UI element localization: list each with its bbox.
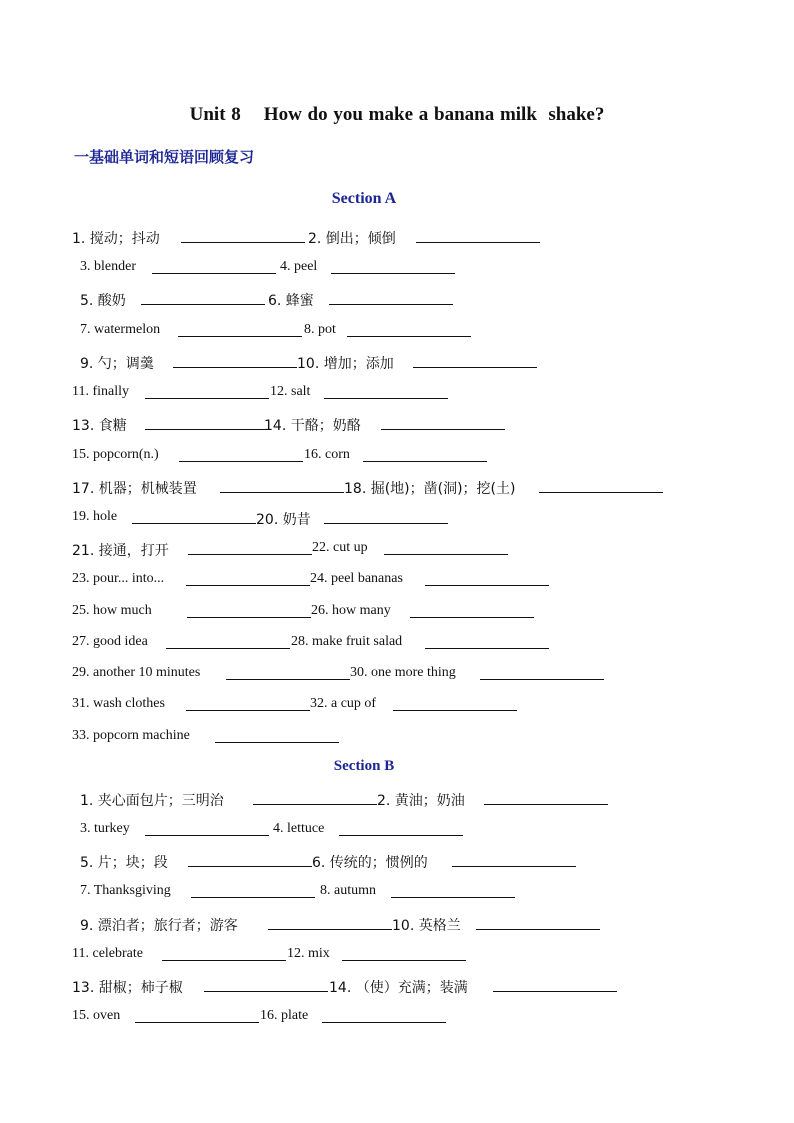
page-title: Unit 8 How do you make a banana milk shake? bbox=[189, 104, 605, 125]
vocab-row bbox=[0, 977, 794, 1001]
vocab-row bbox=[0, 821, 794, 845]
vocab-item: 3. blender bbox=[80, 259, 136, 274]
vocab-item: 31. wash clothes bbox=[72, 696, 165, 711]
vocab-item: 33. popcorn machine bbox=[72, 728, 190, 743]
answer-blank[interactable] bbox=[173, 367, 297, 368]
answer-blank[interactable] bbox=[181, 242, 305, 243]
vocab-item: 4. lettuce bbox=[273, 821, 325, 836]
answer-blank[interactable] bbox=[384, 554, 508, 555]
answer-blank[interactable] bbox=[166, 648, 290, 649]
vocab-row bbox=[0, 290, 794, 314]
answer-blank[interactable] bbox=[145, 835, 269, 836]
vocab-item: 15. popcorn(n.) bbox=[72, 447, 159, 462]
answer-blank[interactable] bbox=[493, 991, 617, 992]
answer-blank[interactable] bbox=[425, 648, 549, 649]
vocab-item: 21. 接通，打开 bbox=[72, 543, 169, 559]
answer-blank[interactable] bbox=[268, 929, 392, 930]
vocab-row bbox=[0, 384, 794, 408]
vocab-item: 18. 掘(地)；凿(洞)；挖(土) bbox=[344, 481, 516, 497]
vocab-row bbox=[0, 478, 794, 502]
vocab-item: 5. 片；块；段 bbox=[80, 855, 168, 871]
section-b-heading: Section B bbox=[333, 758, 395, 774]
answer-blank[interactable] bbox=[452, 866, 576, 867]
answer-blank[interactable] bbox=[413, 367, 537, 368]
vocab-item: 7. watermelon bbox=[80, 322, 161, 337]
vocab-row bbox=[0, 322, 794, 346]
vocab-item: 9. 漂泊者；旅行者；游客 bbox=[80, 918, 238, 934]
vocab-item: 27. good idea bbox=[72, 634, 148, 649]
answer-blank[interactable] bbox=[141, 304, 265, 305]
vocab-row bbox=[0, 228, 794, 252]
vocab-row bbox=[0, 509, 794, 533]
section-a-heading: Section A bbox=[331, 190, 397, 207]
answer-blank[interactable] bbox=[187, 617, 311, 618]
answer-blank[interactable] bbox=[152, 273, 276, 274]
vocab-item: 9. 勺；调羹 bbox=[80, 356, 154, 372]
vocab-item: 15. oven bbox=[72, 1008, 121, 1023]
answer-blank[interactable] bbox=[162, 960, 286, 961]
answer-blank[interactable] bbox=[178, 336, 302, 337]
answer-blank[interactable] bbox=[220, 492, 344, 493]
answer-blank[interactable] bbox=[484, 804, 608, 805]
vocab-row bbox=[0, 571, 794, 595]
vocab-item: 14. 干酪；奶酪 bbox=[264, 418, 361, 434]
vocab-item: 17. 机器；机械装置 bbox=[72, 481, 197, 497]
vocab-item: 2. 倒出；倾倒 bbox=[308, 231, 396, 247]
vocab-item: 10. 增加；添加 bbox=[297, 356, 394, 372]
vocab-row bbox=[0, 883, 794, 907]
vocab-item: 11. finally bbox=[72, 384, 130, 399]
answer-blank[interactable] bbox=[331, 273, 455, 274]
answer-blank[interactable] bbox=[324, 398, 448, 399]
answer-blank[interactable] bbox=[188, 866, 312, 867]
answer-blank[interactable] bbox=[191, 897, 315, 898]
answer-blank[interactable] bbox=[322, 1022, 446, 1023]
vocab-item: 10. 英格兰 bbox=[392, 918, 461, 934]
vocab-item: 7. Thanksgiving bbox=[80, 883, 171, 898]
vocab-item: 32. a cup of bbox=[310, 696, 377, 711]
vocab-row bbox=[0, 415, 794, 439]
vocab-row bbox=[0, 353, 794, 377]
answer-blank[interactable] bbox=[179, 461, 303, 462]
vocab-item: 29. another 10 minutes bbox=[72, 665, 201, 680]
vocab-item: 25. how much bbox=[72, 603, 152, 618]
answer-blank[interactable] bbox=[339, 835, 463, 836]
vocab-row bbox=[0, 634, 794, 658]
answer-blank[interactable] bbox=[391, 897, 515, 898]
answer-blank[interactable] bbox=[480, 679, 604, 680]
vocab-item: 16. corn bbox=[304, 447, 350, 462]
vocab-item: 22. cut up bbox=[312, 540, 368, 555]
vocab-row bbox=[0, 1008, 794, 1032]
vocab-item: 26. how many bbox=[311, 603, 391, 618]
answer-blank[interactable] bbox=[342, 960, 466, 961]
vocab-row bbox=[0, 665, 794, 689]
vocab-row bbox=[0, 540, 794, 564]
vocab-item: 16. plate bbox=[260, 1008, 309, 1023]
vocab-item: 23. pour... into... bbox=[72, 571, 165, 586]
answer-blank[interactable] bbox=[253, 804, 377, 805]
answer-blank[interactable] bbox=[363, 461, 487, 462]
vocab-item: 20. 奶昔 bbox=[256, 512, 311, 528]
vocab-item: 2. 黄油；奶油 bbox=[377, 793, 465, 809]
answer-blank[interactable] bbox=[186, 710, 310, 711]
vocab-row bbox=[0, 603, 794, 627]
answer-blank[interactable] bbox=[329, 304, 453, 305]
vocab-row bbox=[0, 852, 794, 876]
answer-blank[interactable] bbox=[135, 1022, 259, 1023]
vocab-row bbox=[0, 696, 794, 720]
vocab-item: 24. peel bananas bbox=[310, 571, 403, 586]
answer-blank[interactable] bbox=[381, 429, 505, 430]
vocab-item: 4. peel bbox=[280, 259, 318, 274]
answer-blank[interactable] bbox=[425, 585, 549, 586]
vocab-row bbox=[0, 915, 794, 939]
section-subtitle: 一基础单词和短语回顾复习 bbox=[74, 148, 255, 166]
answer-blank[interactable] bbox=[476, 929, 600, 930]
vocab-item: 1. 夹心面包片；三明治 bbox=[80, 793, 224, 809]
vocab-item: 8. pot bbox=[304, 322, 336, 337]
vocab-item: 12. salt bbox=[270, 384, 311, 399]
answer-blank[interactable] bbox=[226, 679, 350, 680]
answer-blank[interactable] bbox=[410, 617, 534, 618]
vocab-item: 11. celebrate bbox=[72, 946, 143, 961]
answer-blank[interactable] bbox=[215, 742, 339, 743]
vocab-item: 3. turkey bbox=[80, 821, 130, 836]
answer-blank[interactable] bbox=[145, 398, 269, 399]
vocab-row bbox=[0, 447, 794, 471]
vocab-item: 14. （使）充满；装满 bbox=[329, 980, 468, 996]
answer-blank[interactable] bbox=[186, 585, 310, 586]
vocab-row bbox=[0, 790, 794, 814]
vocab-item: 13. 食糖 bbox=[72, 418, 127, 434]
vocab-row bbox=[0, 946, 794, 970]
vocab-item: 28. make fruit salad bbox=[291, 634, 403, 649]
answer-blank[interactable] bbox=[145, 429, 269, 430]
answer-blank[interactable] bbox=[188, 554, 312, 555]
answer-blank[interactable] bbox=[416, 242, 540, 243]
vocab-item: 6. 传统的；惯例的 bbox=[312, 855, 428, 871]
answer-blank[interactable] bbox=[324, 523, 448, 524]
vocab-item: 6. 蜂蜜 bbox=[268, 293, 314, 309]
answer-blank[interactable] bbox=[539, 492, 663, 493]
vocab-item: 5. 酸奶 bbox=[80, 293, 126, 309]
vocab-item: 8. autumn bbox=[320, 883, 376, 898]
vocab-item: 1. 搅动；抖动 bbox=[72, 231, 160, 247]
answer-blank[interactable] bbox=[132, 523, 256, 524]
vocab-row bbox=[0, 259, 794, 283]
answer-blank[interactable] bbox=[204, 991, 328, 992]
vocab-item: 30. one more thing bbox=[350, 665, 456, 680]
vocab-row bbox=[0, 728, 794, 752]
vocab-item: 13. 甜椒；柿子椒 bbox=[72, 980, 183, 996]
vocab-item: 12. mix bbox=[287, 946, 330, 961]
vocab-item: 19. hole bbox=[72, 509, 118, 524]
answer-blank[interactable] bbox=[393, 710, 517, 711]
answer-blank[interactable] bbox=[347, 336, 471, 337]
